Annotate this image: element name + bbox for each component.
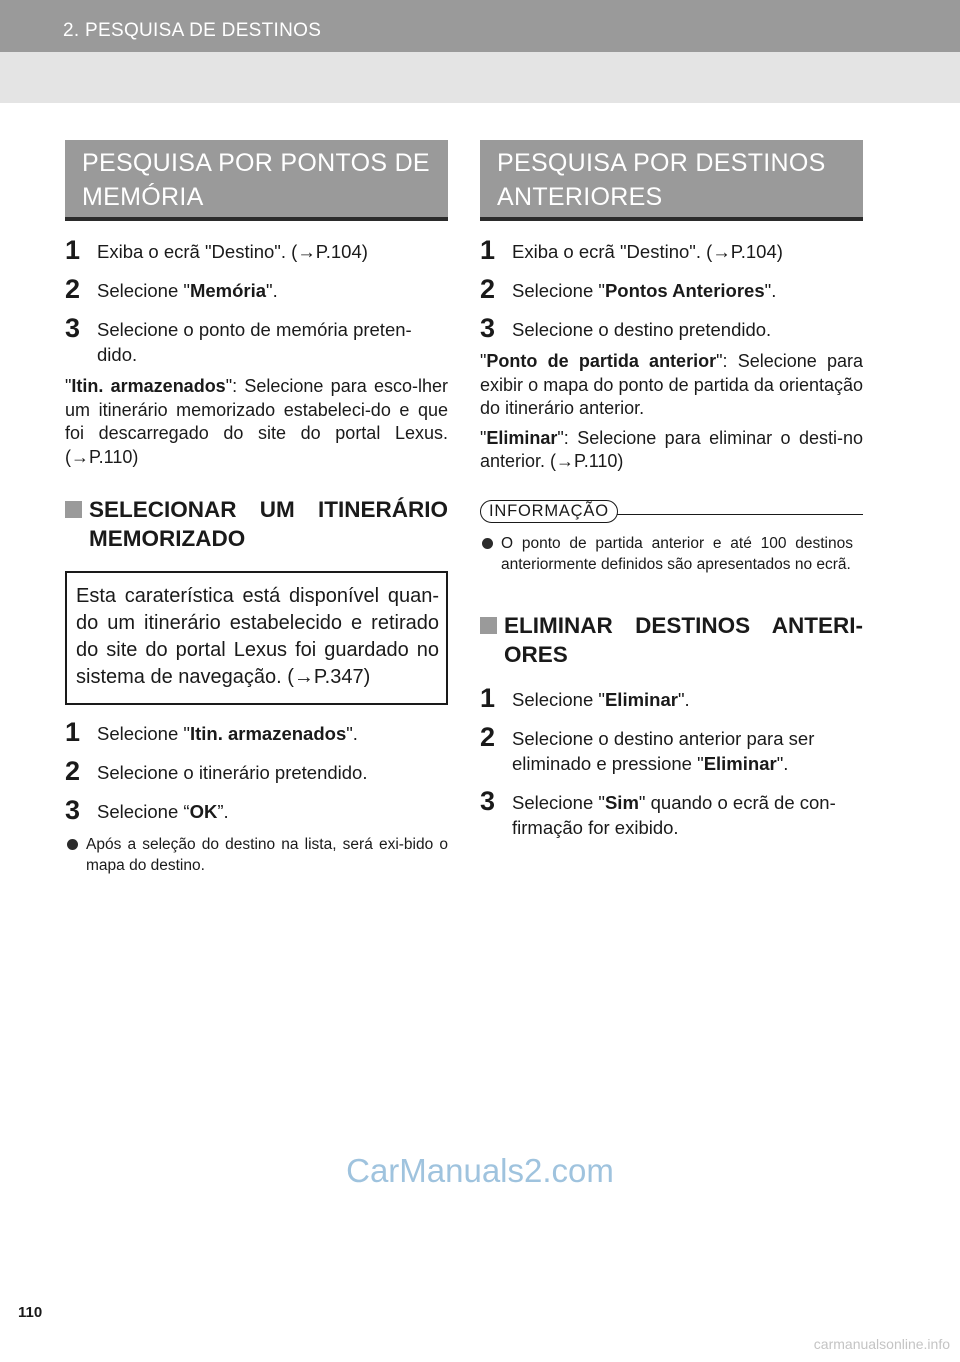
step-text-pre: Selecione " bbox=[97, 280, 190, 301]
keyword-eliminar: Eliminar bbox=[486, 427, 558, 448]
left-column bbox=[65, 140, 448, 876]
square-bullet-icon bbox=[65, 501, 82, 518]
bullet-text: O ponto de partida anterior e até 100 destinos anteriormente definidos são apresentados no ecrã. bbox=[501, 534, 853, 573]
subhead-text: SELECIONAR UM ITINERÁRIO MEMORIZADO bbox=[89, 497, 448, 551]
keyword-sim: Sim bbox=[604, 791, 639, 813]
subhead-selecionar-itinerario bbox=[65, 495, 448, 553]
keyword-pontos-anteriores: Pontos Anteriores bbox=[604, 280, 765, 301]
keyword-ok: OK bbox=[189, 801, 218, 822]
step-number: 1 bbox=[480, 682, 496, 713]
step-number: 3 bbox=[65, 313, 81, 343]
step-3 bbox=[65, 795, 448, 825]
step-number: 1 bbox=[65, 717, 81, 747]
section-header-memoria bbox=[65, 140, 448, 221]
step-text-post: ". bbox=[764, 280, 777, 301]
step-1 bbox=[65, 717, 448, 747]
note-text: Esta caraterística está disponível quan-do um itinerário estabelecido e retirado do site do portal Lexus foi guardado no sistema de navegação. (→P.347) bbox=[76, 585, 439, 688]
eliminar-description: "Eliminar": Selecione para eliminar o desti-no anterior. (→P.110) bbox=[480, 427, 863, 471]
header-bar bbox=[0, 0, 960, 52]
ponto-desc-text: ": Selecione para exibir o mapa do ponto de partida da orientação do itinerário anterior. bbox=[480, 351, 863, 418]
step-1 bbox=[480, 682, 863, 713]
step-2 bbox=[480, 721, 863, 776]
keyword-memoria: Memória bbox=[189, 280, 267, 301]
step-number: 2 bbox=[480, 274, 496, 304]
step-text: Selecione o ponto de memória preten-dido. bbox=[97, 319, 412, 365]
keyword-itin-armazenados: Itin. armazenados bbox=[71, 376, 226, 396]
section-title-line-1: PESQUISA POR PONTOS DE bbox=[82, 149, 430, 177]
availability-note-box bbox=[65, 571, 448, 705]
info-rule bbox=[617, 514, 863, 515]
step-text: Exiba o ecrã "Destino". (→P.104) bbox=[512, 241, 783, 262]
step-number: 3 bbox=[65, 795, 81, 825]
keyword-eliminar: Eliminar bbox=[703, 752, 777, 774]
section-title-line-1: PESQUISA POR DESTINOS bbox=[497, 149, 826, 177]
step-3 bbox=[480, 313, 863, 343]
square-bullet-icon bbox=[480, 617, 497, 634]
section-title-line-2: MEMÓRIA bbox=[82, 183, 204, 211]
step-3 bbox=[480, 785, 863, 840]
step-text: Selecione o destino pretendido. bbox=[512, 319, 772, 340]
step-text-post: ". bbox=[266, 280, 278, 301]
info-bullet bbox=[480, 533, 863, 575]
step-text-post: ". bbox=[346, 723, 358, 744]
subhead-text: ELIMINAR DESTINOS ANTERI-ORES bbox=[504, 612, 863, 667]
step-number: 2 bbox=[480, 721, 496, 752]
step-number: 3 bbox=[480, 313, 496, 343]
info-label: INFORMAÇÃO bbox=[480, 500, 618, 523]
step-3 bbox=[65, 313, 448, 367]
elim-desc-text: ": Selecione para eliminar o desti-no anterior. (→P.110) bbox=[480, 427, 863, 471]
subhead-eliminar-destinos bbox=[480, 611, 863, 669]
section-title-line-2: ANTERIORES bbox=[497, 183, 663, 211]
step-number: 1 bbox=[480, 235, 496, 265]
step-text-post: ”. bbox=[217, 801, 229, 822]
keyword-ponto-partida: Ponto de partida anterior bbox=[486, 351, 717, 371]
step-text-post: " quando o ecrã de con-firmação for exibido. bbox=[512, 791, 836, 838]
step-2 bbox=[65, 274, 448, 304]
step-number: 2 bbox=[65, 756, 81, 786]
step-text-post: ". bbox=[776, 752, 789, 774]
step-number: 1 bbox=[65, 235, 81, 265]
info-block bbox=[480, 500, 863, 575]
bullet-dot-icon bbox=[482, 538, 493, 549]
site-mark: carmanualsonline.info bbox=[813, 1336, 950, 1352]
ponto-partida-description: "Ponto de partida anterior": Selecione para exibir o mapa do ponto de partida da orientação do itinerário anterior. bbox=[480, 351, 863, 418]
step-text: Selecione o itinerário pretendido. bbox=[97, 762, 368, 783]
bullet-text: Após a seleção do destino na lista, será exi-bido o mapa do destino. bbox=[86, 836, 448, 874]
step-text: Exiba o ecrã "Destino". (→P.104) bbox=[97, 241, 368, 262]
itin-description: "Itin. armazenados": Selecione para esco-lher um itinerário memorizado estabeleci-do e que foi descarregado do site do portal Lexus. (→P.110) bbox=[65, 376, 448, 467]
step-text-pre: Selecione o destino anterior para ser eliminado e pressione " bbox=[512, 727, 815, 774]
step-number: 3 bbox=[480, 785, 496, 816]
step-text-pre: Selecione " bbox=[512, 791, 605, 813]
watermark-text: CarManuals2.com bbox=[346, 1152, 614, 1189]
keyword-itin-armazenados: Itin. armazenados bbox=[189, 723, 347, 744]
step-1 bbox=[65, 235, 448, 265]
step-text-pre: Selecione “ bbox=[97, 801, 190, 822]
step-number: 2 bbox=[65, 274, 81, 304]
right-column bbox=[480, 140, 863, 840]
bullet-dot-icon bbox=[67, 839, 78, 850]
keyword-eliminar: Eliminar bbox=[604, 688, 678, 710]
step-2 bbox=[65, 756, 448, 786]
page-number: 110 bbox=[18, 1304, 43, 1321]
section-header-anteriores bbox=[480, 140, 863, 221]
step-text-pre: Selecione " bbox=[512, 688, 605, 710]
step-text-post: ". bbox=[677, 688, 690, 710]
chapter-title: 2. PESQUISA DE DESTINOS bbox=[63, 20, 322, 41]
step-2 bbox=[480, 274, 863, 304]
step-text-pre: Selecione " bbox=[97, 723, 190, 744]
bullet-note bbox=[65, 834, 448, 876]
itin-desc-text: ": Selecione para esco-lher um itinerário memorizado estabeleci-do e que foi descarregado do site do portal Lexus. (→P.110) bbox=[65, 376, 448, 467]
step-1 bbox=[480, 235, 863, 265]
step-text-pre: Selecione " bbox=[512, 280, 605, 301]
